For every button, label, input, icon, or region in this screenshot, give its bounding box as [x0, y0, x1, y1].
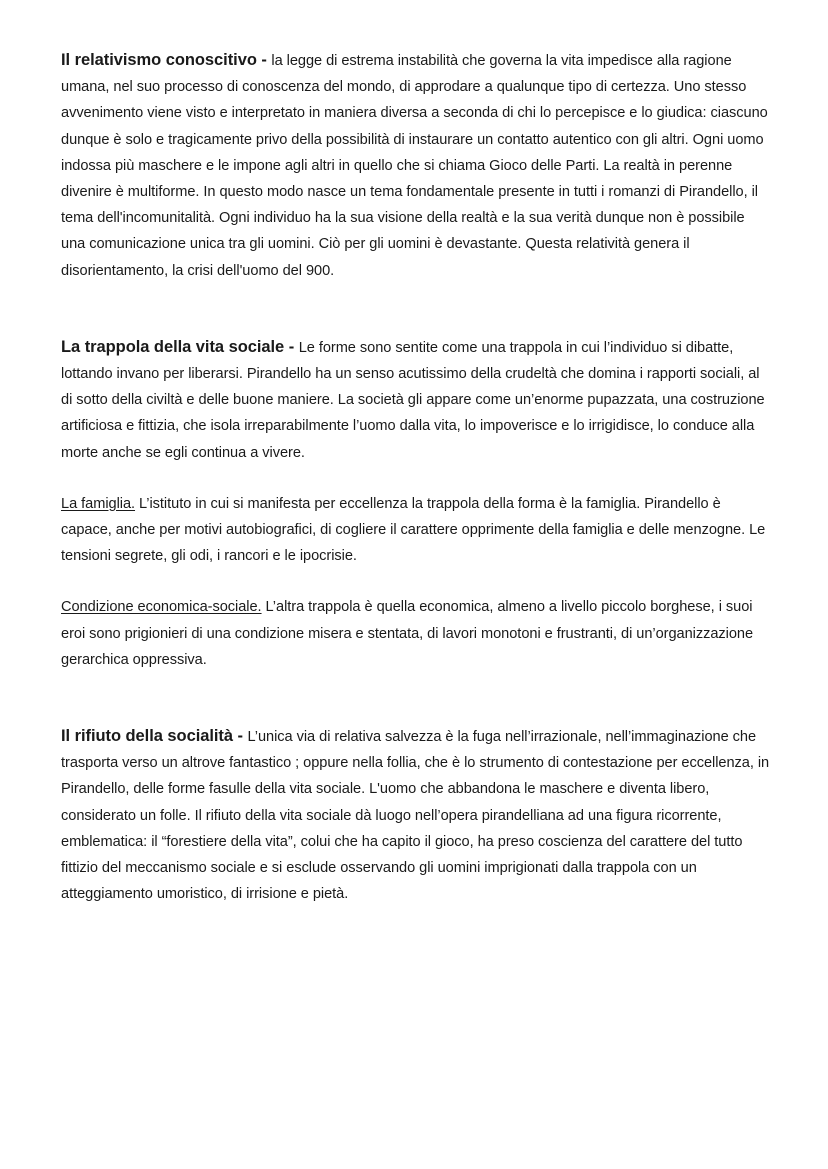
subsection-label: Condizione economica-sociale.	[61, 599, 262, 616]
section-body: la legge di estrema instabilità che governa la vita impedisce alla ragione umana, nel suo processo di conoscenza del mondo, di approdare a qualunque tipo di certezza. Uno stesso avvenimento viene visto e interpretato in maniera diversa a seconda di chi lo percepisce e lo giudica: ciascuno dunque è solo e tragicamente privo della possibilità di instaurare un contatto autentico con gli altri. Ogni uomo indossa più maschere e le impone agli altri in quello che si chiama Gioco delle Parti. La realtà in perenne divenire è multiforme. In questo modo nasce un tema fondamentale presente in tutti i romanzi di Pirandello, il tema dell'incomunitalità. Ogni individuo ha la sua visione della realtà e la sua verità dunque non è possibile una comunicazione unica tra gli uomini. Ciò per gli uomini è devastante. Questa relatività genera il disorientamento, la crisi dell'uomo del 900.	[61, 53, 768, 279]
subsection-body: L’istituto in cui si manifesta per eccellenza la trappola della forma è la famiglia. Pirandello è capace, anche per motivi autobiografici, di cogliere il carattere opprimente della famiglia e delle menzogne. Le tensioni segrete, gli odi, i rancori e le ipocrisie.	[61, 495, 766, 565]
document-page	[61, 47, 771, 907]
section-heading: La trappola della vita sociale -	[61, 337, 299, 356]
section-relativismo-conoscitivo	[61, 47, 771, 284]
subsection-famiglia	[61, 491, 771, 570]
section-heading: Il rifiuto della socialità -	[61, 727, 248, 746]
section-trappola-vita-sociale	[61, 334, 771, 466]
subsection-body: L’altra trappola è quella economica, almeno a livello piccolo borghese, i suoi eroi sono prigionieri di una condizione misera e stentata, di lavori monotoni e frustranti, di un’organizzazione gerarchica oppressiva.	[61, 599, 754, 668]
subsection-condizione-economica-sociale	[61, 594, 771, 673]
section-body: Le forme sono sentite come una trappola in cui l’individuo si dibatte, lottando invano per liberarsi. Pirandello ha un senso acutissimo della crudeltà che domina i rapporti sociali, al di sotto della civiltà e delle buone maniere. La società gli appare come un’enorme pupazzata, una costruzione artificiosa e fittizia, che isola irreparabilmente l’uomo dalla vita, lo impoverisce e lo irrigidisce, lo conduce alla morte anche se egli continua a vivere.	[61, 339, 765, 461]
subsection-label: La famiglia.	[61, 495, 136, 512]
section-heading: Il relativismo conoscitivo -	[61, 51, 272, 69]
section-body: L’unica via di relativa salvezza è la fuga nell’irrazionale, nell’immaginazione che trasporta verso un altrove fantastico ; oppure nella follia, che è lo strumento di contestazione per eccellenza, in Pirandello, delle forme fasulle della vita sociale. L'uomo che abbandona le maschere e diventa libero, considerato un folle. Il rifiuto della vita sociale dà luogo nell’opera pirandelliana ad una figura ricorrente, emblematica: il “forestiere della vita”, colui che ha capito il gioco, ha preso coscienza del carattere del tutto fittizio del meccanismo sociale e si esclude osservando gli uomini imprigionati dalla trappola con un atteggiamento umoristico, di irrisione e pietà.	[61, 729, 770, 903]
section-rifiuto-socialita	[61, 723, 771, 907]
